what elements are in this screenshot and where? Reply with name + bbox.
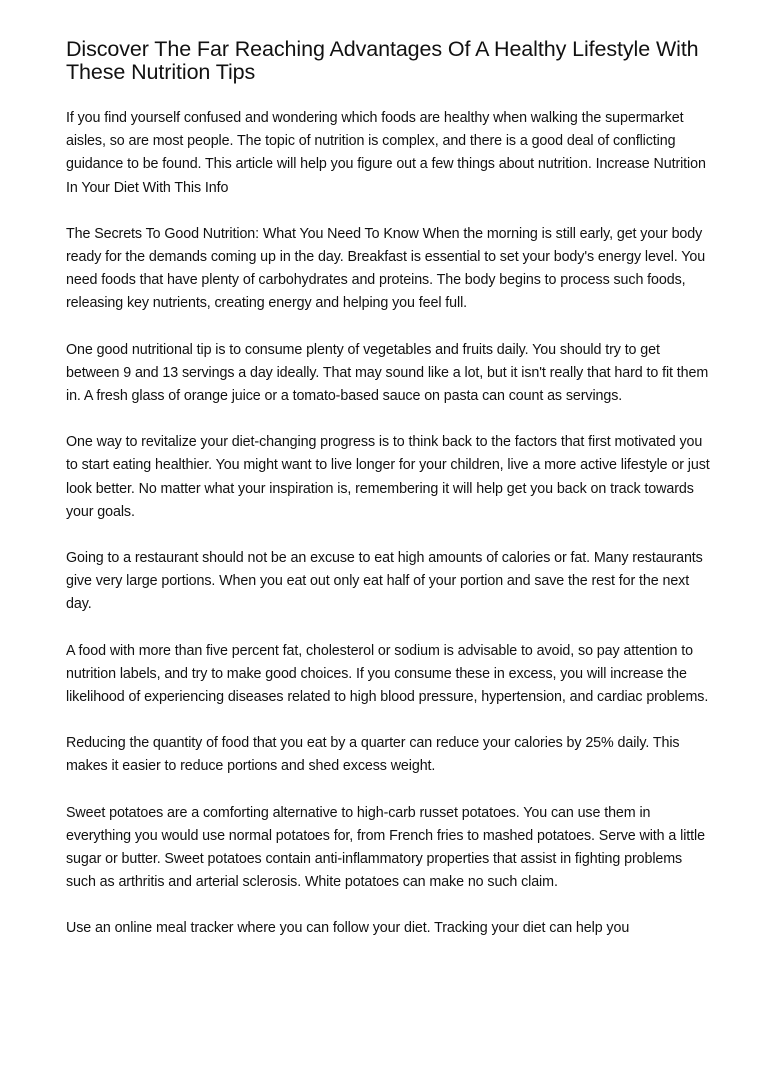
paragraph-sweet-potatoes: Sweet potatoes are a comforting alternative to high-carb russet potatoes. You can use them in everything you would use normal potatoes for, from French fries to mashed potatoes. Serve with a little sugar or butter. Sweet potatoes contain anti-inflammatory properties that assist in fighting problems such as arthritis and arterial sclerosis. White potatoes can make no such claim. — [66, 804, 705, 891]
paragraph-nutrition-labels: A food with more than five percent fat, cholesterol or sodium is advisable to avoid, so pay attention to nutrition labels, and try to make good choices. If you consume these in excess, you will increase the likelihood of experiencing diseases related to high blood pressure, hypertension, and cardiac problems. — [66, 642, 709, 706]
paragraph-portions: Reducing the quantity of food that you eat by a quarter can reduce your calories by 25% daily. This makes it easier to reduce portions and shed excess weight. — [66, 735, 680, 775]
paragraph-motivation: One way to revitalize your diet-changing progress is to think back to the factors that first motivated you to start eating healthier. You might want to live longer for your children, live a more active lifestyle or just look better. No matter what your inspiration is, remembering it will help get you back on track towards your goals. — [66, 434, 710, 520]
paragraph-vegetables: One good nutritional tip is to consume plenty of vegetables and fruits daily. You should try to get between 9 and 13 servings a day ideally. That may sound like a lot, but it isn't really that hard to fit them in. A fresh glass of orange juice or a tomato-based sauce on pasta can count as servings. — [66, 341, 709, 405]
paragraph-meal-tracker: Use an online meal tracker where you can follow your diet. Tracking your diet can help you — [66, 920, 630, 937]
paragraph-restaurant: Going to a restaurant should not be an excuse to eat high amounts of calories or fat. Many restaurants give very large portions. When you eat out only eat half of your portion and save the rest for the next day. — [66, 550, 703, 613]
paragraph-intro: If you find yourself confused and wondering which foods are healthy when walking the supermarket aisles, so are most people. The topic of nutrition is complex, and there is a good deal of conflicting guidance to be found. This article will help you figure out a few things about nutrition. Increase Nutrition In Your Diet With This Info — [66, 110, 706, 196]
paragraph-breakfast: The Secrets To Good Nutrition: What You Need To Know When the morning is still early, get your body ready for the demands coming up in the day. Breakfast is essential to set your body's energy level. You need foods that have plenty of carbohydrates and proteins. The body begins to process such foods, releasing key nutrients, creating energy and helping you feel full. — [66, 225, 706, 312]
document-page — [66, 38, 711, 964]
page-title: Discover The Far Reaching Advantages Of A Healthy Lifestyle With These Nutrition Tips — [66, 37, 699, 84]
